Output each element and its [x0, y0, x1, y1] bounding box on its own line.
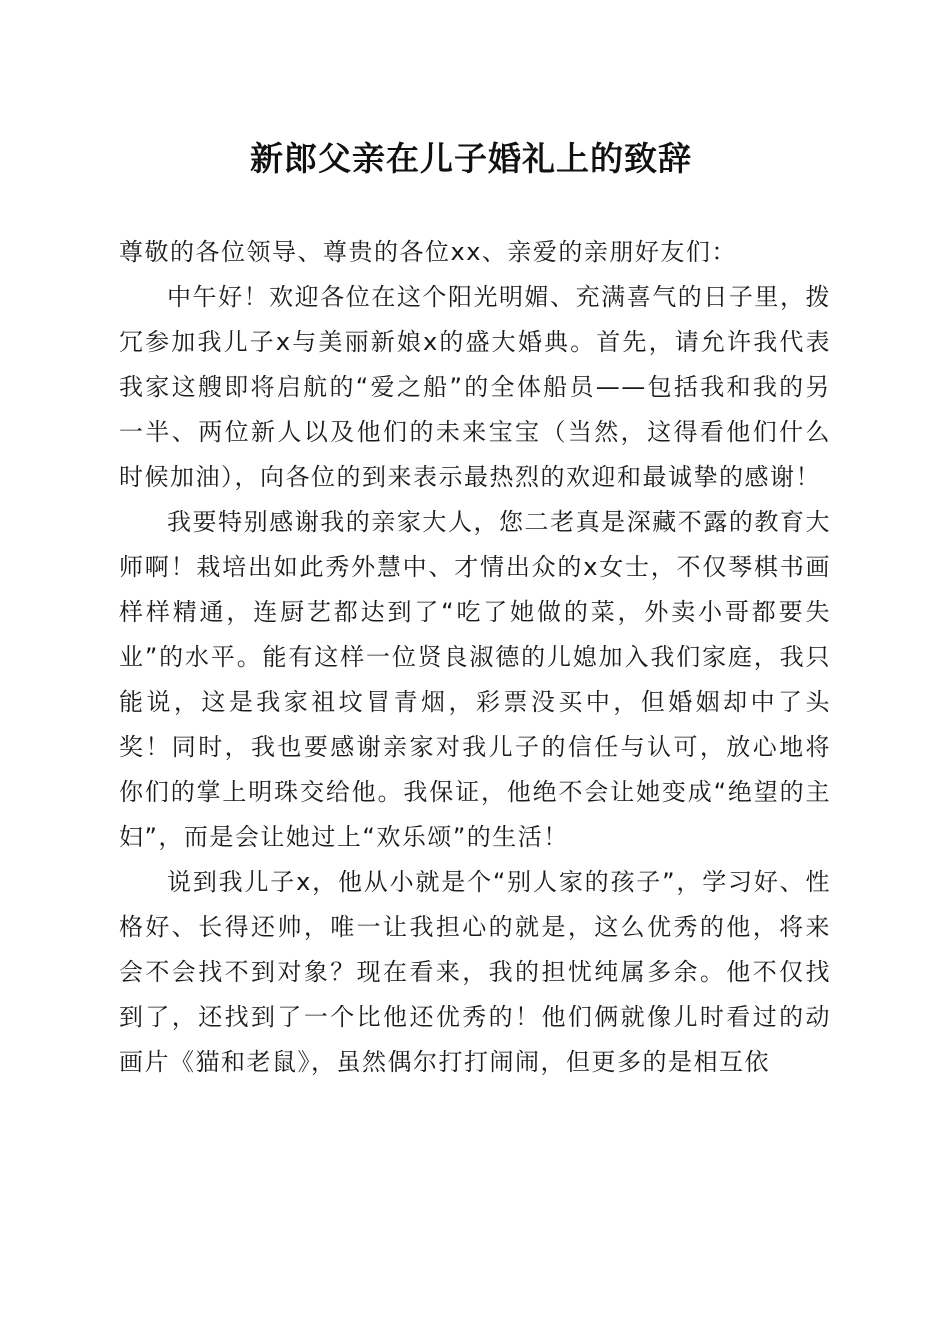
paragraph-2: 我要特别感谢我的亲家大人，您二老真是深藏不露的教育大师啊！栽培出如此秀外慧中、才情出众的x女士，不仅琴棋书画样样精通，连厨艺都达到了“吃了她做的菜，外卖小哥都要失业”的水平。能有这样一位贤良淑德的儿媳加入我们家庭，我只能说，这是我家祖坟冒青烟，彩票没买中，但婚姻却中了头奖！同时，我也要感谢亲家对我儿子的信任与认可，放心地将你们的掌上明珠交给他。我保证，他绝不会让她变成“绝望的主妇”，而是会让她过上“欢乐颂”的生活！ — [119, 508, 831, 851]
document-title: 新郎父亲在儿子婚礼上的致辞 — [250, 139, 692, 178]
paragraph-3: 说到我儿子x，他从小就是个“别人家的孩子”，学习好、性格好、长得还帅，唯一让我担心的就是，这么优秀的他，将来会不会找不到对象？现在看来，我的担忧纯属多余。他不仅找到了，还找到了一个比他还优秀的！他们俩就像儿时看过的动画片《猫和老鼠》，虽然偶尔打打闹闹，但更多的是相互依 — [119, 868, 831, 1076]
paragraph-1: 中午好！欢迎各位在这个阳光明媚、充满喜气的日子里，拨冗参加我儿子x与美丽新娘x的盛大婚典。首先，请允许我代表我家这艘即将启航的“爱之船”的全体船员——包括我和我的另一半、两位新人以及他们的未来宝宝（当然，这得看他们什么时候加油），向各位的到来表示最热烈的欢迎和最诚挚的感谢！ — [119, 283, 831, 491]
document-body — [119, 230, 831, 1085]
salutation: 尊敬的各位领导、尊贵的各位xx、亲爱的亲朋好友们： — [119, 238, 737, 266]
